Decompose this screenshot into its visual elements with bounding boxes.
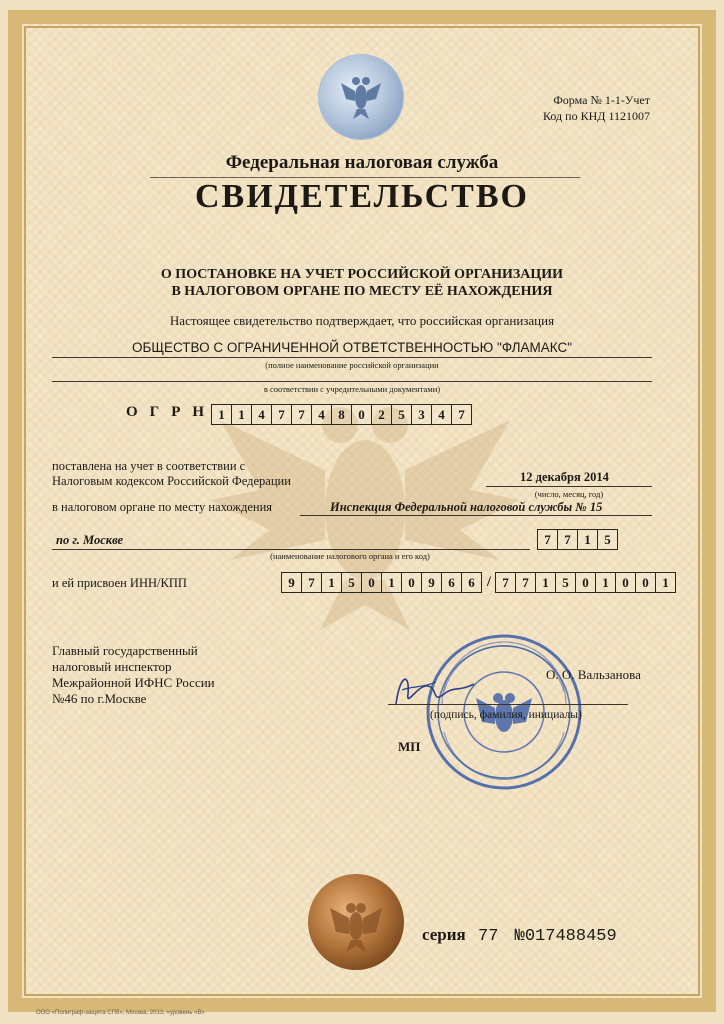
series-code: 77 [478, 927, 499, 946]
underline [52, 357, 652, 358]
inn-kpp-label: и ей присвоен ИНН/КПП [52, 576, 187, 590]
digit-cell: 1 [655, 572, 676, 593]
signatory-line: Межрайонной ИФНС России [52, 675, 215, 690]
digit-cell: 7 [301, 572, 322, 593]
digit-cell: 0 [351, 404, 372, 425]
digit-cell: 7 [271, 404, 292, 425]
digit-cell: 7 [495, 572, 516, 593]
registration-text [52, 459, 291, 489]
subtitle-line: В НАЛОГОВОМ ОРГАНЕ ПО МЕСТУ ЕЁ НАХОЖДЕНИЯ [171, 284, 553, 299]
digit-cell: 1 [577, 529, 598, 550]
knd-code: Код по КНД 1121007 [543, 109, 650, 123]
ogrn-label: ОГРН [126, 404, 217, 420]
eagle-icon [341, 73, 381, 119]
digit-cell: 2 [371, 404, 392, 425]
registration-line: поставлена на учет в соответствии с [52, 459, 246, 473]
digit-cell: 1 [211, 404, 232, 425]
digit-cell: 7 [537, 529, 558, 550]
organization-name: ОБЩЕСТВО С ОГРАНИЧЕННОЙ ОТВЕТСТВЕННОСТЬЮ "ФЛАМАКС" [131, 340, 573, 355]
subtitle-line: О ПОСТАНОВКЕ НА УЧЕТ РОССИЙСКОЙ ОРГАНИЗАЦИИ [160, 267, 564, 282]
hologram-emblem [318, 54, 404, 140]
inn-kpp-separator: / [486, 574, 492, 590]
signature-caption: (подпись, фамилия, инициалы) [430, 709, 582, 721]
digit-cell: 5 [391, 404, 412, 425]
digit-cell: 5 [555, 572, 576, 593]
authority-code-cells [538, 529, 618, 550]
inn-kpp-cells [282, 572, 676, 593]
digit-cell: 4 [311, 404, 332, 425]
digit-cell: 1 [535, 572, 556, 593]
underline [388, 704, 628, 705]
form-number [543, 92, 650, 124]
authority-caption: (наименование налогового органа и его код) [270, 551, 430, 561]
digit-cell: 3 [411, 404, 432, 425]
digit-cell: 7 [451, 404, 472, 425]
mp-label: МП [398, 739, 421, 754]
series-label: серия [422, 925, 466, 944]
digit-cell: 0 [635, 572, 656, 593]
authority-city: по г. Москве [56, 533, 124, 547]
confirm-text: Настоящее свидетельство подтверждает, что российская организация [169, 313, 555, 328]
document-subtitle [0, 266, 724, 300]
signatory-line: налоговый инспектор [52, 659, 172, 674]
digit-cell: 7 [557, 529, 578, 550]
digit-cell: 7 [291, 404, 312, 425]
digit-cell: 5 [341, 572, 362, 593]
signature-icon [388, 664, 478, 714]
digit-cell: 8 [331, 404, 352, 425]
digit-cell: 0 [401, 572, 422, 593]
signatory-name: О. О. Вальзанова [546, 667, 641, 682]
underline [486, 486, 652, 487]
printer-imprint: ООО «Полиграф-защита СПб», Москва, 2013, «уровень «В» [36, 1010, 205, 1016]
registration-line: Налоговым кодексом Российской Федерации [52, 474, 291, 488]
digit-cell: 1 [595, 572, 616, 593]
series-block [422, 925, 617, 946]
digit-cell: 1 [321, 572, 342, 593]
date-caption: (число, месяц, год) [534, 489, 604, 499]
signatory-line: №46 по г.Москве [52, 691, 147, 706]
digit-cell: 4 [431, 404, 452, 425]
service-name: Федеральная налоговая служба [225, 152, 499, 173]
series-number: №017488459 [514, 927, 617, 946]
form-line: Форма № 1-1-Учет [553, 93, 650, 107]
digit-cell: 0 [361, 572, 382, 593]
signatory-title [52, 643, 215, 707]
digit-cell: 6 [461, 572, 482, 593]
digit-cell: 0 [615, 572, 636, 593]
digit-cell: 1 [231, 404, 252, 425]
signatory-line: Главный государственный [52, 643, 198, 658]
underline [52, 381, 652, 382]
gold-seal-icon [306, 872, 406, 972]
tax-authority: Инспекция Федеральной налоговой службы № 15 [330, 500, 603, 514]
place-label: в налоговом органе по месту нахождения [52, 500, 273, 514]
digit-cell: 0 [575, 572, 596, 593]
underline [52, 549, 530, 550]
digit-cell: 9 [421, 572, 442, 593]
underline [300, 515, 652, 516]
registration-date: 12 декабря 2014 [520, 470, 609, 484]
digit-cell: 9 [281, 572, 302, 593]
digit-cell: 6 [441, 572, 462, 593]
ogrn-cells [212, 404, 472, 425]
digit-cell: 5 [597, 529, 618, 550]
digit-cell: 7 [515, 572, 536, 593]
docs-caption: в соответствии с учредительными документами) [263, 384, 441, 394]
name-caption: (полное наименование российской организации [265, 360, 439, 370]
document-title: СВИДЕТЕЛЬСТВО [195, 178, 529, 215]
digit-cell: 1 [381, 572, 402, 593]
digit-cell: 4 [251, 404, 272, 425]
